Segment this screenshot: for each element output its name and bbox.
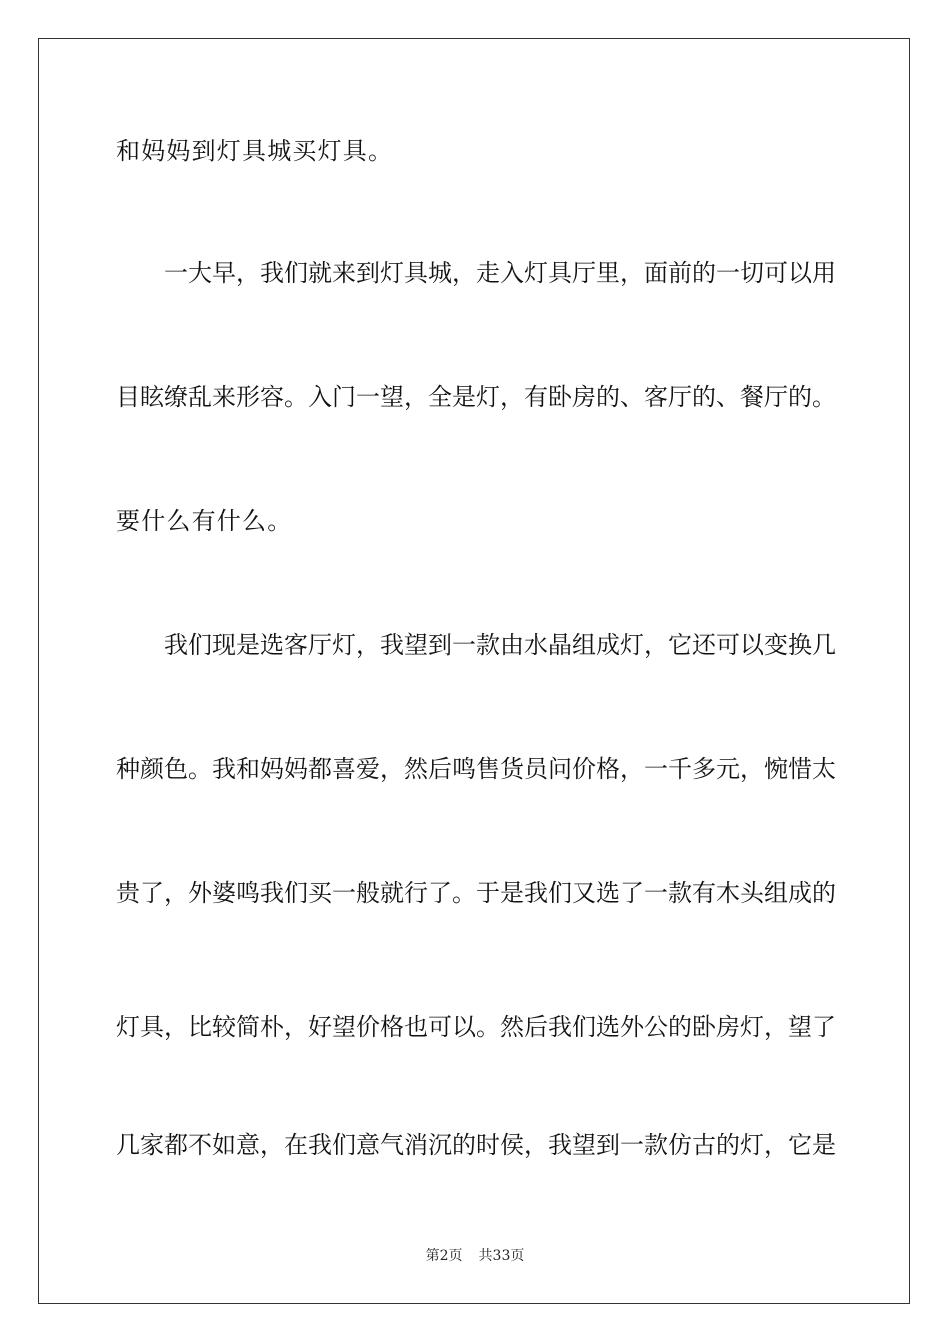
page-footer (0, 1247, 950, 1265)
page-number: 第2页 (425, 1248, 463, 1264)
text-line-5: 我们现是选客厅灯，我望到一款由水晶组成灯，它还可以变换几 (164, 631, 836, 659)
text-line-3: 目眩缭乱来形容。入门一望，全是灯，有卧房的、客厅的、餐厅的。 (116, 383, 836, 411)
text-line-9: 几家都不如意，在我们意气消沉的时侯，我望到一款仿古的灯，它是 (116, 1131, 836, 1159)
text-line-6: 种颜色。我和妈妈都喜爱，然后鸣售货员问价格，一千多元，惋惜太 (116, 755, 836, 783)
text-line-1: 和妈妈到灯具城买灯具。 (116, 137, 394, 165)
total-pages: 共33页 (478, 1248, 525, 1264)
text-line-2: 一大早，我们就来到灯具城，走入灯具厅里，面前的一切可以用 (164, 259, 836, 287)
page-border (38, 38, 910, 1304)
text-line-4: 要什么有什么。 (116, 507, 293, 535)
text-line-7: 贵了，外婆鸣我们买一般就行了。于是我们又选了一款有木头组成的 (116, 879, 836, 907)
text-line-8: 灯具，比较简朴，好望价格也可以。然后我们选外公的卧房灯，望了 (116, 1013, 836, 1041)
